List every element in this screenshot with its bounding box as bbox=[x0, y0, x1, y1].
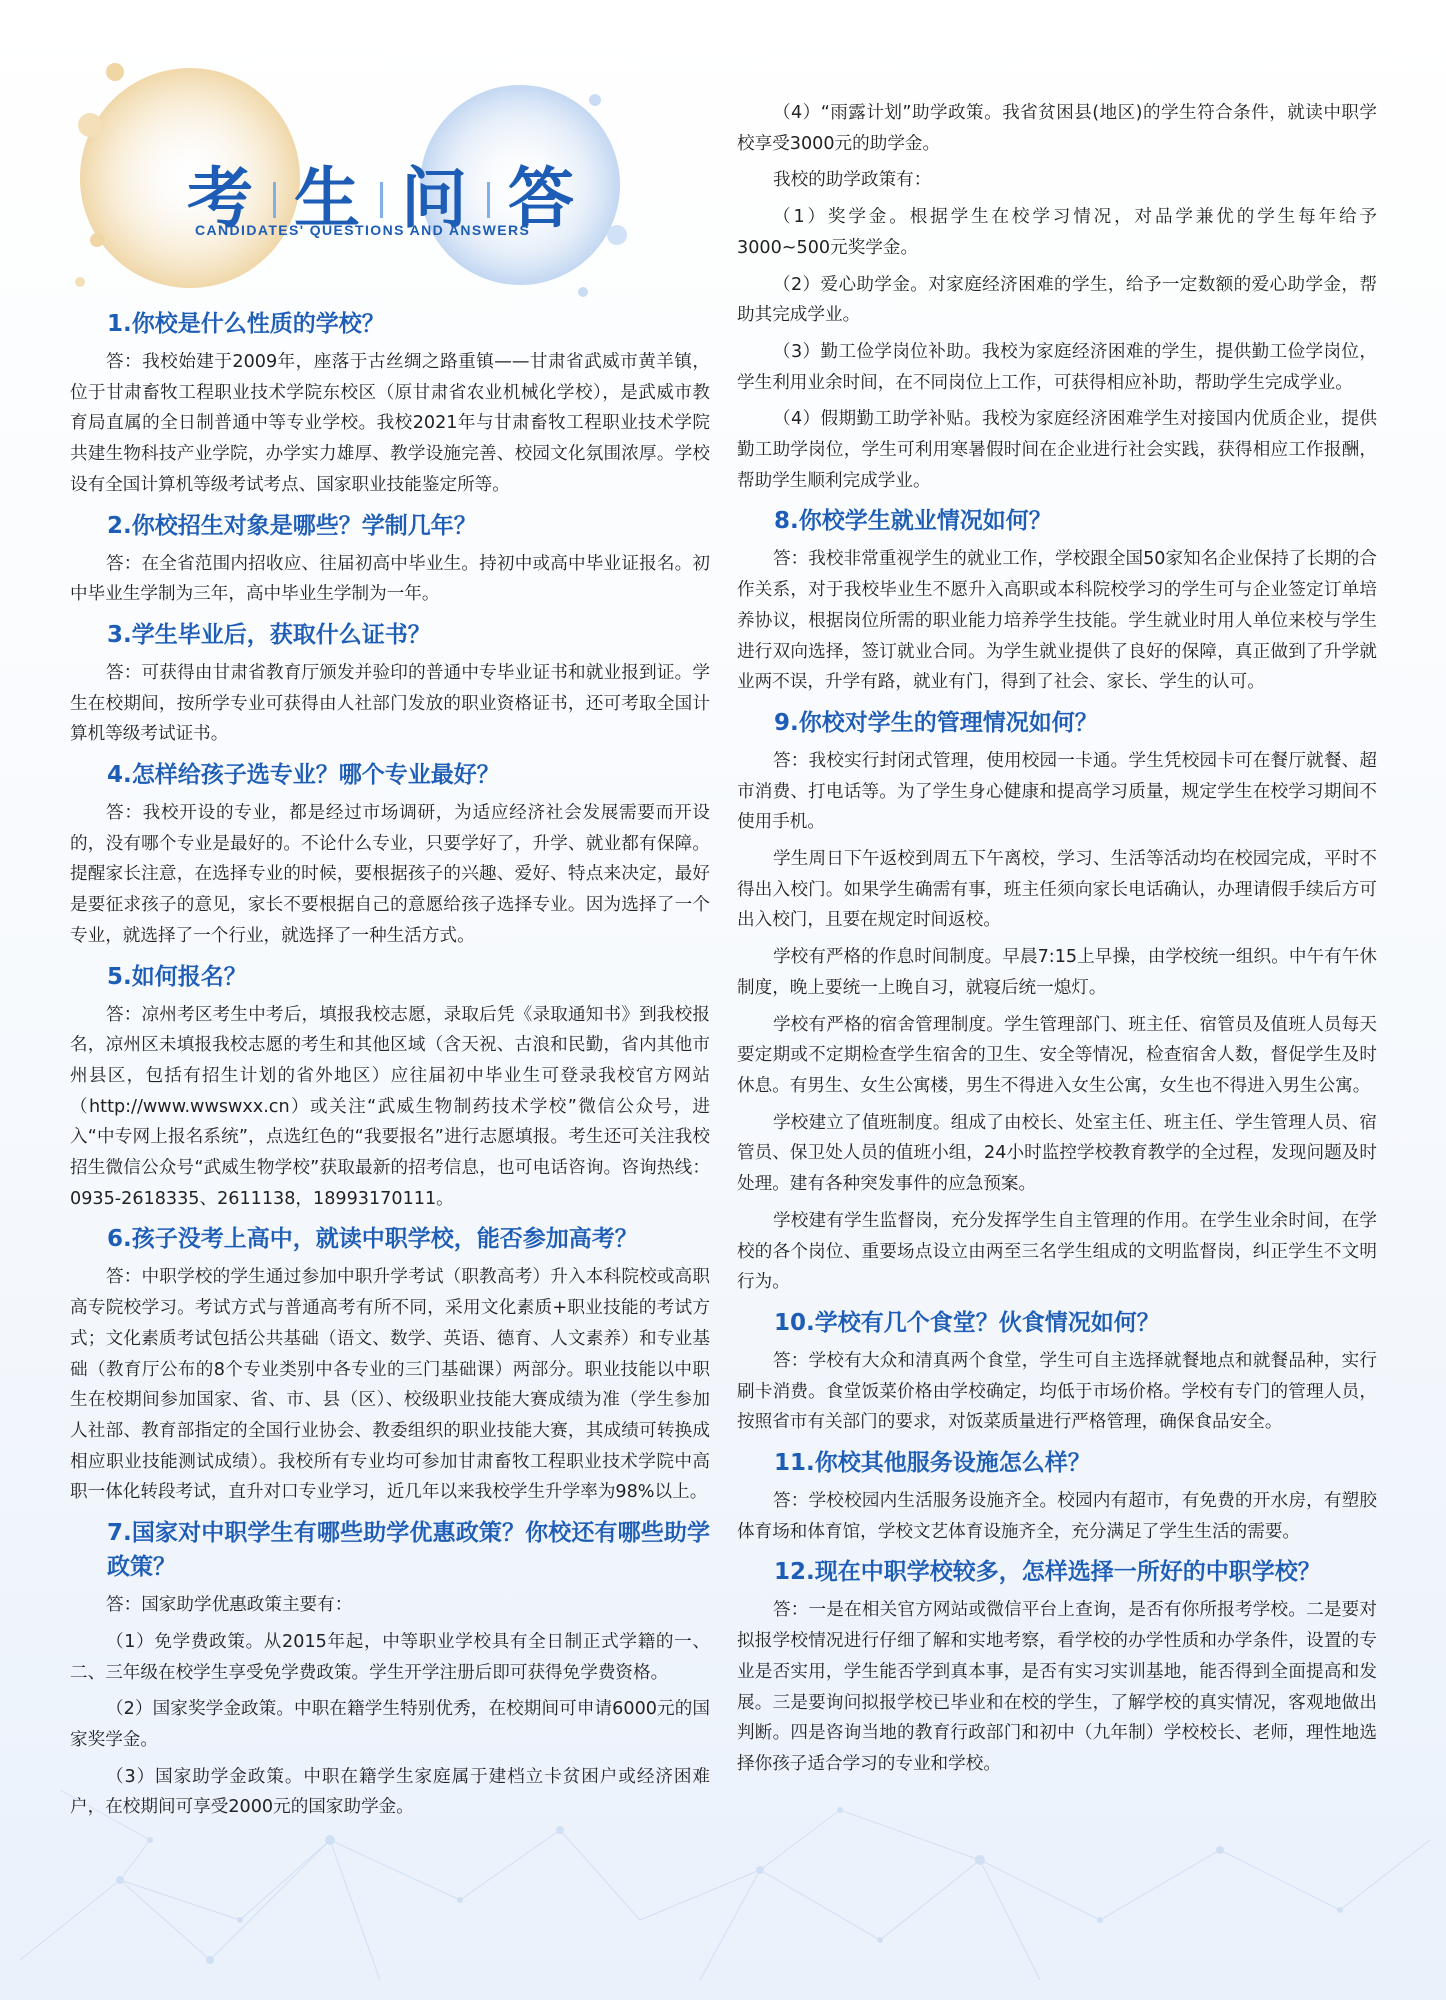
answer-paragraph: 答：我校开设的专业，都是经过市场调研，为适应经济社会发展需要而开设的，没有哪个专业是最好的。不论什么专业，只要学好了，升学、就业都有保障。提醒家长注意，在选择专业的时候，要根据孩子的兴趣、爱好、特点来决定，最好是要征求孩子的意见，家长不要根据自己的意愿给孩子选择专业。因为选择了一个专业，就选择了一个行业，就选择了一种生活方式。 bbox=[70, 803, 710, 946]
answer-paragraph: 答：我校实行封闭式管理，使用校园一卡通。学生凭校园卡可在餐厅就餐、超市消费、打电话等。为了学生身心健康和提高学习质量，规定学生在校学习期间不使用手机。 bbox=[737, 750, 1377, 833]
answer-paragraph: 答：一是在相关官方网站或微信平台上查询，是否有你所报考学校。二是要对拟报学校情况进行仔细了解和实地考察，看学校的办学性质和办学条件，设置的专业是否实用，学生能否学到真本事，是否有实习实训基地，能否得到全面提高和发展。三是要询问拟报学校已毕业和在校的学生，了解学校的真实情况，客观地做出判断。四是咨询当地的教育行政部门和初中（九年制）学校校长、老师，理性地选择你孩子适合学习的专业和学校。 bbox=[737, 1600, 1377, 1774]
title-separator bbox=[380, 182, 383, 218]
question-heading: 3.学生毕业后，获取什么证书？ bbox=[107, 621, 431, 648]
question-heading: 1.你校是什么性质的学校？ bbox=[107, 311, 385, 337]
answer-paragraph: 答：学校校园内生活服务设施齐全。校园内有超市，有免费的开水房，有塑胶体育场和体育馆，学校文艺体育设施齐全，充分满足了学生生活的需要。 bbox=[737, 1491, 1377, 1542]
answer-paragraph: 答：中职学校的学生通过参加中职升学考试（职教高考）升入本科院校或高职高专院校学习。考试方式与普通高考有所不同，采用文化素质+职业技能的考试方式；文化素质考试包括公共基础（语文、数学、英语、德育、人文素养）和专业基础（教育厅公布的8个专业类别中各专业的三门基础课）两部分。职业技能以中职生在校期间参加国家、省、市、县（区）、校级职业技能大赛成绩为准（学生参加人社部、教育部指定的全国行业协会、教委组织的职业技能大赛，其成绩可转换成相应职业技能测试成绩）。我校所有专业均可参加甘肃畜牧工程职业技术学院中高职一体化转段考试，直升对口专业学习，近几年以来我校学生升学率为98%以上。 bbox=[70, 1267, 710, 1503]
answer-paragraph: 答：凉州考区考生中考后，填报我校志愿，录取后凭《录取通知书》到我校报名，凉州区未填报我校志愿的考生和其他区域（含天祝、古浪和民勤，省内其他市州县区，包括有招生计划的省外地区）应往届初中毕业生可登录我校官方网站（http://www.wwswxx.cn）或关注“武威生物制药技术学校”微信公众号，进入“中专网上报名系统”，点选红色的“我要报名”进行志愿填报。考生还可关注我校招生微信公众号“武威生物学校”获取最新的招考信息，也可电话咨询。咨询热线：0935-2618335、2611138，18993170111。 bbox=[70, 1004, 710, 1209]
answer-paragraph: 学校有严格的宿舍管理制度。学生管理部门、班主任、宿管员及值班人员每天要定期或不定期检查学生宿舍的卫生、安全等情况，检查宿舍人数，督促学生及时休息。有男生、女生公寓楼，男生不得进入女生公寓，女生也不得进入男生公寓。 bbox=[737, 1014, 1377, 1096]
question-heading: 8.你校学生就业情况如何？ bbox=[774, 508, 1052, 535]
question-heading: 12.现在中职学校较多，怎样选择一所好的中职学校？ bbox=[774, 1559, 1321, 1586]
answer-paragraph: （3）勤工俭学岗位补助。我校为家庭经济困难的学生，提供勤工俭学岗位，学生利用业余时间，在不同岗位上工作，可获得相应补助，帮助学生完成学业。 bbox=[737, 341, 1377, 393]
answer-paragraph: （1）免学费政策。从2015年起，中等职业学校具有全日制正式学籍的一、二、三年级在校学生享受免学费政策。学生开学注册后即可获得免学费资格。 bbox=[70, 1631, 710, 1683]
answer-paragraph: （4）“雨露计划”助学政策。我省贫困县(地区)的学生符合条件，就读中职学校享受3000元的助学金。 bbox=[737, 103, 1377, 154]
left-column bbox=[70, 307, 710, 1829]
answer-paragraph: 学校有严格的作息时间制度。早晨7:15上早操，由学校统一组织。中午有午休制度，晚上要统一上晚自习，就寝后统一熄灯。 bbox=[737, 947, 1377, 998]
question-heading: 5.如何报名？ bbox=[107, 963, 247, 990]
answer-paragraph: 答：我校非常重视学生的就业工作，学校跟全国50家知名企业保持了长期的合作关系，对于我校毕业生不愿升入高职或本科院校学习的学生可与企业签定订单培养协议，根据岗位所需的职业能力培养学生技能。学生就业时用人单位来校与学生进行双向选择，签订就业合同。为学生就业提供了良好的保障，真正做到了升学就业两不误，升学有路，就业有门，得到了社会、家长、学生的认可。 bbox=[737, 549, 1377, 693]
right-column bbox=[737, 98, 1377, 1786]
answer-paragraph: 答：国家助学优惠政策主要有： bbox=[106, 1595, 353, 1616]
title-char: 问 bbox=[401, 160, 477, 237]
answer-paragraph: （4）假期勤工助学补贴。我校为家庭经济困难学生对接国内优质企业，提供勤工助学岗位，学生可利用寒暑假时间在企业进行社会实践，获得相应工作报酬，帮助学生顺利完成学业。 bbox=[737, 409, 1377, 491]
answer-paragraph: 我校的助学政策有： bbox=[773, 170, 932, 191]
answer-paragraph: 答：学校有大众和清真两个食堂，学生可自主选择就餐地点和就餐品种，实行刷卡消费。食堂饭菜价格由学校确定，均低于市场价格。学校有专门的管理人员，按照省市有关部门的要求，对饭菜质量进行严格管理，确保食品安全。 bbox=[737, 1350, 1377, 1433]
page-header bbox=[75, 60, 635, 300]
answer-paragraph: （2）国家奖学金政策。中职在籍学生特别优秀，在校期间可申请6000元的国家奖学金。 bbox=[70, 1699, 710, 1750]
question-heading: 2.你校招生对象是哪些？学制几年？ bbox=[107, 512, 477, 539]
answer-paragraph: 学校建有学生监督岗，充分发挥学生自主管理的作用。在学生业余时间，在学校的各个岗位、重要场点设立由两至三名学生组成的文明监督岗，纠正学生不文明行为。 bbox=[737, 1210, 1377, 1293]
title-separator bbox=[273, 182, 276, 218]
question-heading: 6.孩子没考上高中，就读中职学校，能否参加高考？ bbox=[107, 1226, 638, 1253]
answer-paragraph: （1）奖学金。根据学生在校学习情况，对品学兼优的学生每年给予3000~500元奖学金。 bbox=[737, 207, 1377, 258]
title-char: 考 bbox=[187, 160, 263, 237]
answer-paragraph: （2）爱心助学金。对家庭经济困难的学生，给予一定数额的爱心助学金，帮助其完成学业。 bbox=[737, 274, 1377, 326]
answer-paragraph: 答：在全省范围内招收应、往届初高中毕业生。持初中或高中毕业证报名。初中毕业生学制为三年，高中毕业生学制为一年。 bbox=[70, 553, 710, 605]
question-heading: 7.国家对中职学生有哪些助学优惠政策？你校还有哪些助学政策？ bbox=[107, 1520, 710, 1581]
answer-paragraph: 学校建立了值班制度。组成了由校长、处室主任、班主任、学生管理人员、宿管员、保卫处人员的值班小组，24小时监控学校教育教学的全过程，发现问题及时处理。建有各种突发事件的应急预案。 bbox=[737, 1112, 1377, 1195]
question-heading: 10.学校有几个食堂？伙食情况如何？ bbox=[774, 1309, 1160, 1336]
title-char: 生 bbox=[294, 160, 370, 237]
title-separator bbox=[487, 182, 490, 218]
title-char: 答 bbox=[508, 160, 584, 237]
page-subtitle: CANDIDATES' QUESTIONS AND ANSWERS bbox=[195, 222, 531, 238]
answer-paragraph: 答：可获得由甘肃省教育厅颁发并验印的普通中专毕业证书和就业报到证。学生在校期间，按所学专业可获得由人社部门发放的职业资格证书，还可考取全国计算机等级考试证书。 bbox=[70, 662, 710, 745]
question-heading: 11.你校其他服务设施怎么样？ bbox=[774, 1450, 1091, 1477]
answer-paragraph: （3）国家助学金政策。中职在籍学生家庭属于建档立卡贫困户或经济困难户，在校期间可享受2000元的国家助学金。 bbox=[70, 1766, 710, 1818]
question-heading: 4.怎样给孩子选专业？哪个专业最好？ bbox=[107, 762, 500, 789]
question-heading: 9.你校对学生的管理情况如何？ bbox=[774, 709, 1098, 736]
answer-paragraph: 答：我校始建于2009年，座落于古丝绸之路重镇——甘肃省武威市黄羊镇，位于甘肃畜牧工程职业技术学院东校区（原甘肃省农业机械化学校），是武威市教育局直属的全日制普通中等专业学校。我校2021年与甘肃畜牧工程职业技术学院共建生物科技产业学院，办学实力雄厚、教学设施完善、校园文化氛围浓厚。学校设有全国计算机等级考试考点、国家职业技能鉴定所等。 bbox=[70, 352, 710, 495]
answer-paragraph: 学生周日下午返校到周五下午离校，学习、生活等活动均在校园完成，平时不得出入校门。如果学生确需有事，班主任须向家长电话确认，办理请假手续后方可出入校门，且要在规定时间返校。 bbox=[737, 849, 1377, 931]
